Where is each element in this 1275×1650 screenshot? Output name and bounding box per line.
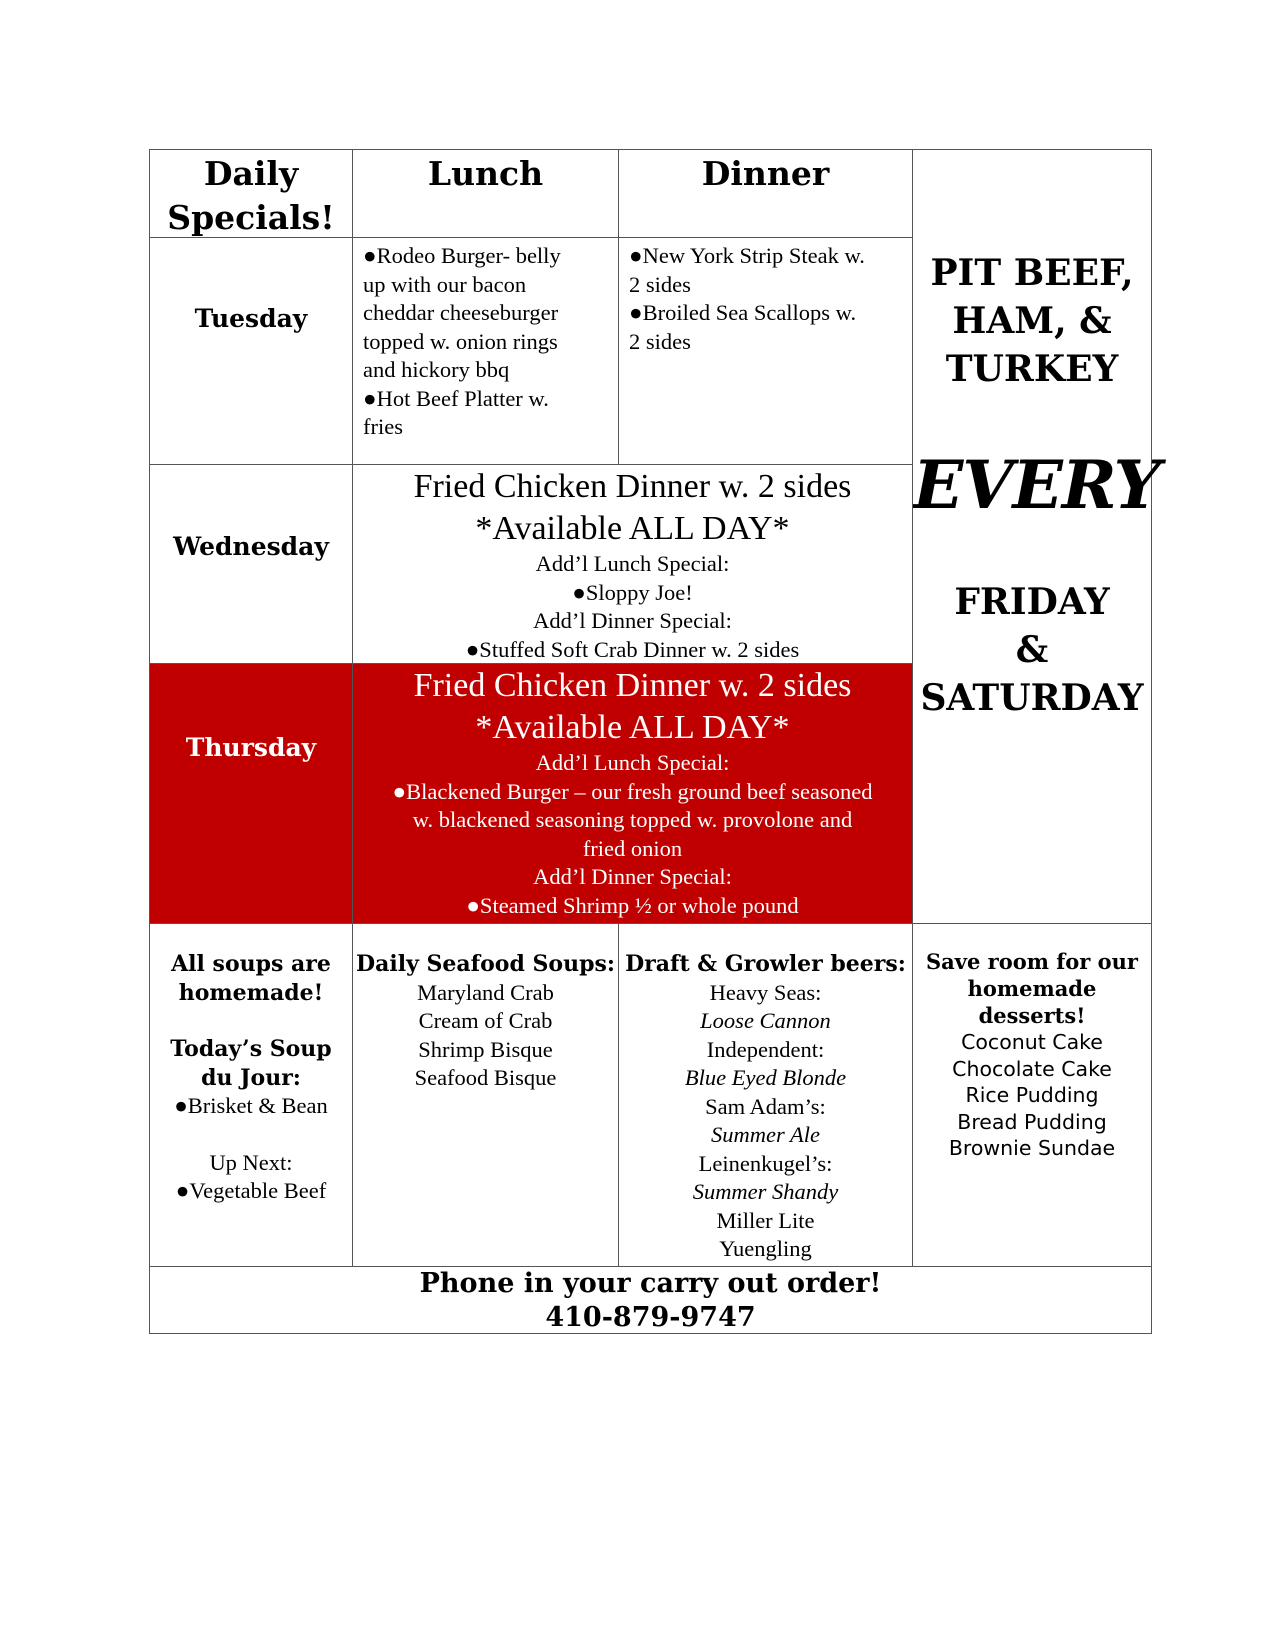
wednesday-main-special: Fried Chicken Dinner w. 2 sides [413,468,852,505]
desserts-cell [912,923,1152,1267]
beer-line: Blue Eyed Blonde [684,1065,847,1090]
weekend-line-pit-beef: PIT BEEF, [930,252,1134,294]
seafood-soups-title: Daily Seafood Soups: [356,951,615,977]
thursday-dinner-label: Add’l Dinner Special: [533,864,732,889]
beers-cell [618,923,913,1267]
tuesday-lunch-cell [352,237,619,465]
soup-up-next-item: ●Vegetable Beef [175,1178,327,1203]
beers-title: Draft & Growler beers: [625,951,906,977]
header-daily-specials-line1: Daily [203,154,299,193]
dessert-item: Brownie Sundae [948,1136,1116,1160]
soup-du-jour-heading-line2: du Jour: [201,1064,301,1091]
header-lunch [352,149,619,238]
weekend-ampersand: & [1015,629,1049,671]
thursday-specials-cell [352,663,913,924]
beer-line: Heavy Seas: [709,979,822,1005]
wednesday-available-all-day: *Available ALL DAY* [475,510,790,547]
header-daily-specials-line2: Specials! [167,198,335,237]
wednesday-day-cell [149,464,353,664]
thursday-available-all-day: *Available ALL DAY* [475,709,790,746]
wednesday-dinner-label: Add’l Dinner Special: [533,608,732,633]
soup-du-jour-heading-line1: Today’s Soup [170,1036,332,1062]
tuesday-dinner-line: ●Broiled Sea Scallops w. [629,300,857,325]
seafood-soups-cell [352,923,619,1267]
tuesday-lunch-line: cheddar cheeseburger [363,300,559,325]
weekend-saturday: SATURDAY [920,677,1144,719]
soup-up-next-label: Up Next: [209,1149,293,1175]
weekend-special-cell [912,149,1160,924]
thursday-lunch-label: Add’l Lunch Special: [535,750,730,775]
tuesday-dinner-line: 2 sides [629,271,691,297]
weekend-friday: FRIDAY [954,581,1110,623]
soups-homemade-line1: All soups are [171,951,331,977]
carryout-footer [149,1266,1152,1334]
beer-line: Miller Lite [716,1207,815,1233]
beer-line: Yuengling [719,1236,812,1261]
tuesday-lunch-line: fries [363,414,403,439]
soup-du-jour-item: ●Brisket & Bean [174,1093,328,1118]
tuesday-lunch-line: ●Hot Beef Platter w. [363,385,549,411]
wednesday-specials-cell [352,464,913,664]
beer-line: Loose Cannon [700,1008,831,1033]
soups-homemade-line2: homemade! [178,979,324,1006]
thursday-label: Thursday [185,733,317,762]
weekend-every: EVERY [913,446,1160,524]
seafood-soup-item: Shrimp Bisque [418,1036,553,1062]
weekend-line-ham: HAM, & [952,300,1112,342]
dessert-item: Rice Pudding [965,1083,1099,1107]
tuesday-dinner-list [619,238,912,356]
tuesday-lunch-line: and hickory bbq [363,357,510,382]
phone-number: 410-879-9747 [545,1302,756,1333]
header-dinner [618,149,913,238]
thursday-day-cell [149,663,353,924]
wednesday-lunch-item: ●Sloppy Joe! [572,579,693,605]
tuesday-dinner-line: ●New York Strip Steak w. [629,243,865,268]
wednesday-lunch-label: Add’l Lunch Special: [535,551,730,576]
beer-line: Summer Ale [711,1122,820,1147]
soups-cell [149,923,353,1267]
beer-line: Summer Shandy [692,1179,839,1204]
tuesday-dinner-cell [618,237,913,465]
desserts-title-line1: Save room for our [925,949,1138,974]
seafood-soup-item: Maryland Crab [417,979,554,1005]
desserts-title-line2: homemade desserts! [967,976,1097,1028]
tuesday-dinner-line: 2 sides [629,328,691,354]
thursday-lunch-item: fried onion [582,835,683,861]
tuesday-label: Tuesday [194,304,308,333]
tuesday-lunch-line: ●Rodeo Burger- belly [363,243,561,268]
seafood-soup-item: Cream of Crab [418,1008,553,1033]
dessert-item: Coconut Cake [961,1030,1103,1054]
tuesday-lunch-list [353,238,618,442]
header-lunch-label: Lunch [427,154,544,193]
dessert-item: Chocolate Cake [952,1056,1112,1081]
tuesday-lunch-line: topped w. onion rings [363,328,558,354]
wednesday-label: Wednesday [173,532,329,561]
beer-line: Leinenkugel’s: [698,1150,833,1176]
beer-line: Independent: [706,1036,825,1062]
tuesday-lunch-line: up with our bacon [363,271,527,297]
thursday-lunch-item: ●Blackened Burger – our fresh ground beef seasoned [392,778,873,804]
wednesday-dinner-item: ●Stuffed Soft Crab Dinner w. 2 sides [465,636,800,662]
seafood-soup-item: Seafood Bisque [414,1065,557,1090]
thursday-main-special: Fried Chicken Dinner w. 2 sides [413,667,852,704]
header-daily-specials [149,149,353,238]
thursday-lunch-item: w. blackened seasoning topped w. provolone and [412,807,853,832]
thursday-dinner-item: ●Steamed Shrimp ½ or whole pound [466,892,799,918]
carryout-message: Phone in your carry out order! [419,1268,882,1299]
tuesday-day-cell [149,237,353,465]
specials-menu [149,149,1160,1334]
weekend-line-turkey: TURKEY [945,348,1119,390]
beer-line: Sam Adam’s: [705,1093,826,1119]
header-dinner-label: Dinner [701,154,830,193]
dessert-item: Bread Pudding [957,1109,1107,1134]
